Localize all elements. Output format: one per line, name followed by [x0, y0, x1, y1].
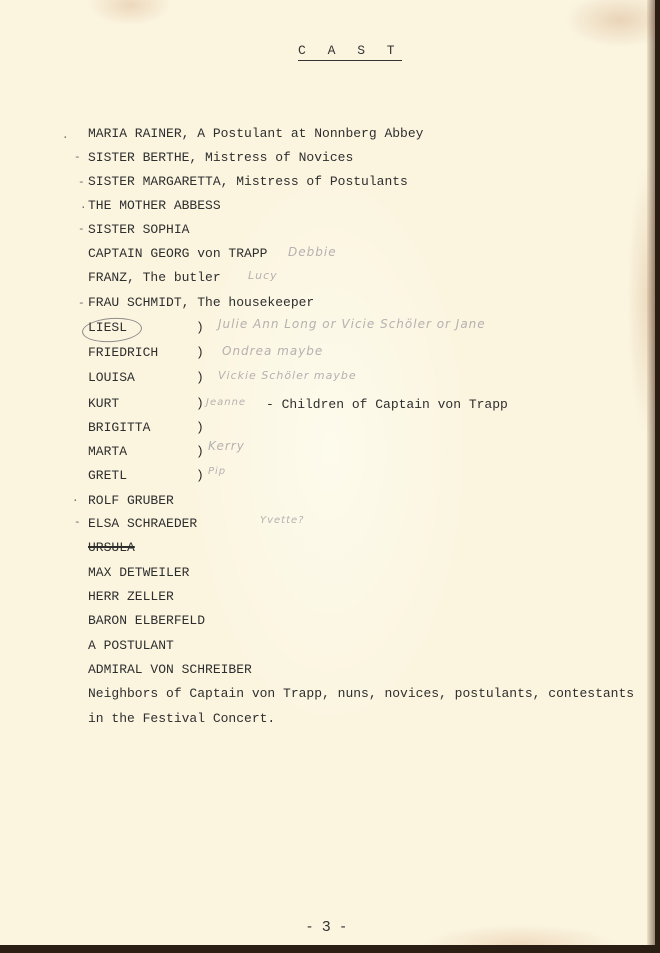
cast-entry-louisa: LOUISA — [88, 370, 135, 385]
cast-entry-elsa: ELSA SCHRAEDER — [88, 516, 198, 531]
cast-entry-friedrich: FRIEDRICH — [88, 345, 159, 360]
handwritten-note: Jeanne — [206, 397, 247, 408]
bracket: ) — [196, 396, 204, 411]
cast-entry-rolf: ROLF GRUBER — [88, 493, 174, 508]
handwritten-note: Lucy — [248, 269, 278, 282]
cast-entry-mother-abbess: THE MOTHER ABBESS — [88, 198, 221, 213]
cast-entry-franz: FRANZ, The butler — [88, 270, 221, 285]
cast-entry-sister-berthe: SISTER BERTHE, Mistress of Novices — [88, 150, 354, 165]
margin-mark: . — [62, 130, 69, 142]
margin-mark: . — [80, 200, 87, 212]
cast-entry-liesl: LIESL — [88, 320, 128, 335]
handwritten-note: Yvette? — [260, 515, 305, 526]
handwritten-note: Ondrea maybe — [222, 344, 324, 358]
cast-entry-admiral: ADMIRAL VON SCHREIBER — [88, 662, 252, 677]
cast-entry-max: MAX DETWEILER — [88, 565, 190, 580]
bracket: ) — [196, 420, 204, 435]
margin-mark: - — [74, 152, 81, 164]
cast-entry-postulant: A POSTULANT — [88, 638, 174, 653]
handwritten-note: Debbie — [288, 245, 337, 259]
page-number: - 3 - — [307, 918, 349, 935]
bracket: ) — [196, 370, 204, 385]
page-title: C A S T — [298, 43, 402, 61]
cast-entry-gretl: GRETL — [88, 468, 128, 483]
bracket: ) — [196, 345, 204, 360]
page-edge-shadow — [647, 0, 655, 945]
margin-mark: - — [78, 177, 85, 189]
bracket: ) — [196, 320, 204, 335]
margin-mark: - — [78, 224, 85, 236]
cast-entry-brigitta: BRIGITTA — [88, 420, 151, 435]
cast-entry-sister-sophia: SISTER SOPHIA — [88, 222, 190, 237]
margin-mark: - — [78, 298, 85, 310]
margin-mark: - — [74, 517, 81, 529]
cast-entry-captain: CAPTAIN GEORG von TRAPP — [88, 246, 268, 261]
handwritten-note: Kerry — [208, 439, 245, 453]
cast-entry-sister-margaretta: SISTER MARGARETTA, Mistress of Postulants — [88, 174, 408, 189]
cast-entry-marta: MARTA — [88, 444, 128, 459]
bracket: ) — [196, 468, 204, 483]
margin-mark: . — [72, 493, 79, 505]
cast-entry-maria: MARIA RAINER, A Postulant at Nonnberg Abbey — [88, 126, 424, 141]
handwritten-note: Julie Ann Long or Vicie Schöler or Jane — [218, 317, 486, 331]
ensemble-line-2: in the Festival Concert. — [88, 711, 276, 726]
handwritten-note: Vickie Schöler maybe — [218, 369, 357, 382]
handwritten-note: Pip — [208, 466, 227, 477]
cast-entry-ursula-struck: URSULA — [88, 540, 135, 555]
cast-entry-frau-schmidt: FRAU SCHMIDT, The housekeeper — [88, 295, 315, 310]
ensemble-line-1: Neighbors of Captain von Trapp, nuns, novices, postulants, contestants — [88, 686, 635, 701]
cast-entry-kurt: KURT — [88, 396, 120, 411]
cast-entry-herr-zeller: HERR ZELLER — [88, 589, 174, 604]
bracket: ) — [196, 444, 204, 459]
children-group-label: - Children of Captain von Trapp — [266, 397, 508, 412]
cast-entry-baron: BARON ELBERFELD — [88, 613, 206, 628]
